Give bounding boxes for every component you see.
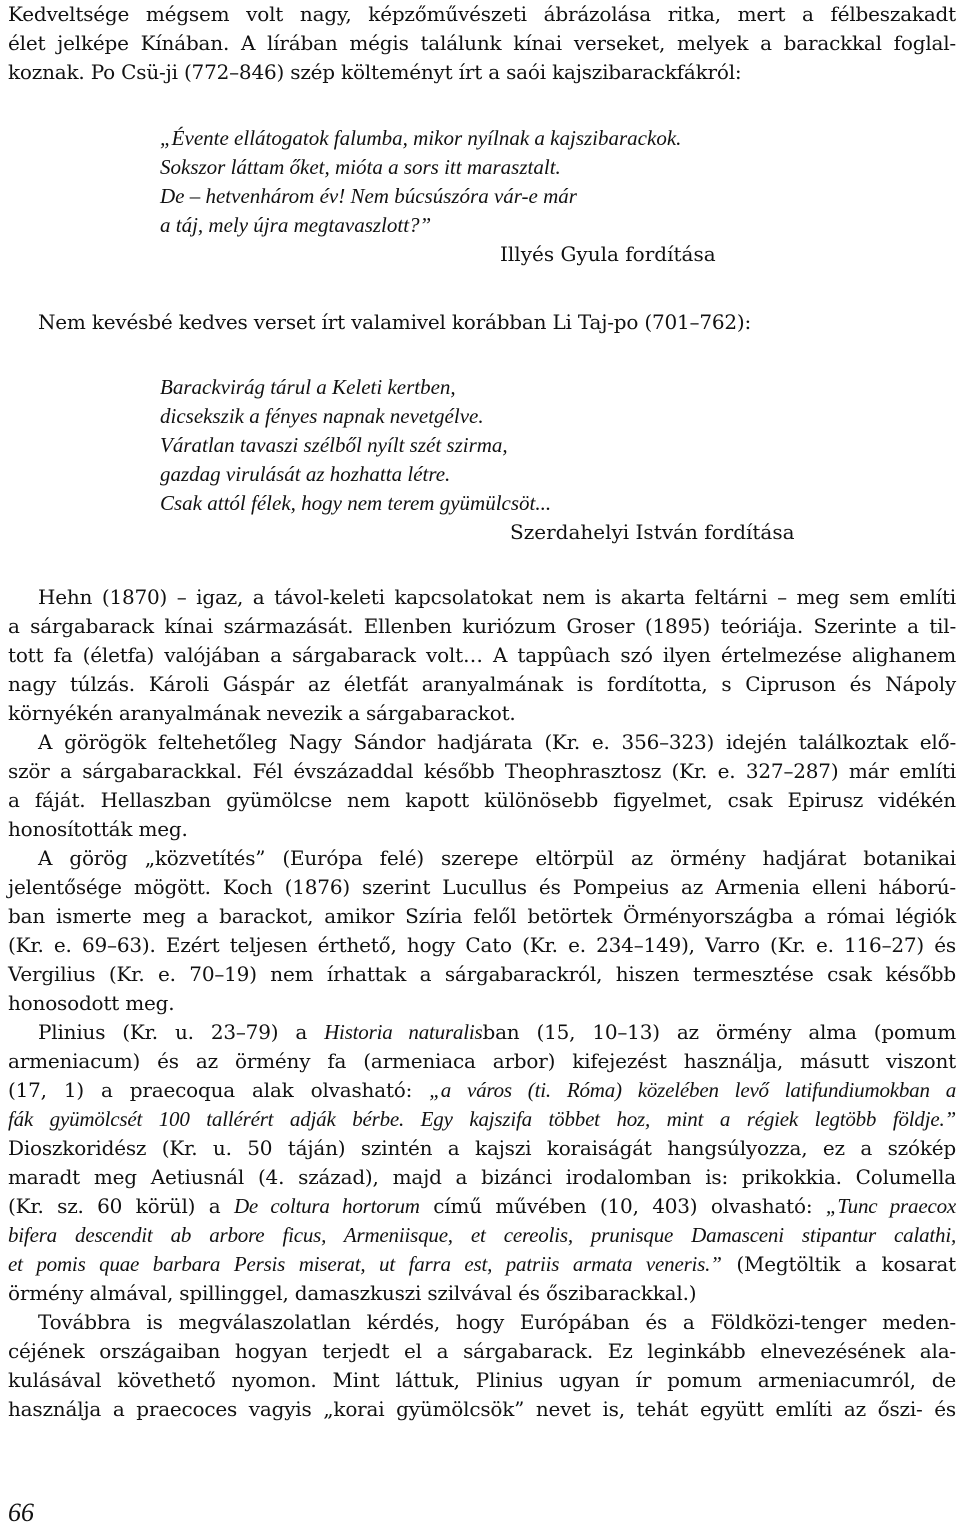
body-line: armeniacum) és az örmény fa (armeniaca arbor) kifejezést használja, másutt viszont [8,1049,956,1073]
body-line: (Kr. sz. 60 körül) a De coltura hortorum című művében (10, 403) olvasható: „Tunc praecox [8,1194,956,1218]
paragraph-line: Nem kevésbé kedves verset írt valamivel korábban Li Taj-po (701–762): [38,310,752,334]
body-line: (Kr. e. 69–63). Ezért teljesen érthető, hogy Cato (Kr. e. 234–149), Varro (Kr. e. 116–27) és [8,933,956,957]
intro-line: Kedveltsége mégsem volt nagy, képzőművészeti ábrázolása ritka, mert a félbeszakadt [8,2,956,26]
body-line: Vergilius (Kr. e. 70–19) nem írhattak a sárgabarackról, hiszen termesztése csak később [8,962,956,986]
body-line: fák gyümölcsét 100 tallérért adják bérbe. Egy kajszifa többet hoz, mint a régiek legtöbb földje.” [8,1107,956,1131]
body-line: kulásával követhető nyomon. Mint láttuk, Plinius ugyan ír pomum armeniacumról, de [8,1368,956,1392]
poem-line: Sokszor láttam őket, mióta a sors itt marasztalt. [160,155,561,179]
body-line: a sárgabarack kínai származását. Ellenben kuriózum Groser (1895) teóriája. Szerinte a til- [8,614,956,638]
body-line: örmény almával, spillinggel, damaszkuszi szilvával és őszibarackkal.) [8,1281,697,1305]
poem-line: Váratlan tavaszi szélből nyílt szét szirma, [160,433,508,457]
body-line: (17, 1) a praecoqua alak olvasható: „a város (ti. Róma) közelében levő latifundiumokban a [8,1078,956,1102]
body-line: ször a sárgabarackkal. Fél évszázaddal később Theophrasztosz (Kr. e. 327–287) már említi [8,759,956,783]
body-line: környékén aranyalmának nevezik a sárgabarackot. [8,701,516,725]
body-line: Dioszkoridész (Kr. u. 50 táján) szintén a kajszi koraiságát hangsúlyozza, ez a szókép [8,1136,956,1160]
body-line: Plinius (Kr. u. 23–79) a Historia naturalisban (15, 10–13) az örmény alma (pomum [38,1020,956,1044]
body-line: A görög „közvetítés” (Európa felé) szerepe eltörpül az örmény hadjárat botanikai [38,846,956,870]
translator-credit: Illyés Gyula fordítása [500,242,716,266]
body-line: et pomis quae barbara Persis miserat, ut farra est, patriis armata veneris.” (Megtöltik a kosarat [8,1252,956,1276]
body-line: nagy túlzás. Károli Gáspár az életfát aranyalmának is fordította, s Cipruson és Nápoly [8,672,956,696]
body-line: Továbbra is megválaszolatlan kérdés, hogy Európában és a Földközi-tenger meden- [38,1310,956,1334]
poem-line: Csak attól félek, hogy nem terem gyümülcsöt... [160,491,552,515]
body-line: tott fa (életfa) valójában a sárgabarack volt… A tappûach szó ilyen értelmezése alighanem [8,643,956,667]
intro-line: élet jelképe Kínában. A lírában mégis találunk kínai verseket, melyek a barackkal foglal- [8,31,956,55]
body-line: jelentősége mögött. Koch (1876) szerint Lucullus és Pompeius az Armenia elleni háború- [8,875,956,899]
body-line: bifera descendit ab arbore ficus, Armeniisque, et cereolis, prunisque Damasceni stipantur calathi, [8,1223,956,1247]
body-line: Hehn (1870) – igaz, a távol-keleti kapcsolatokat nem is akarta feltárni – meg sem említi [38,585,956,609]
translator-credit: Szerdahelyi István fordítása [510,520,795,544]
body-line: ban ismerte meg a barackot, amikor Szíria felől betörtek Örményországba a római légiók [8,904,956,928]
poem-line: dicsekszik a fényes napnak nevetgélve. [160,404,484,428]
page-number: 66 [8,1498,34,1527]
poem-line: a táj, mely újra megtavaszlott?” [160,213,432,237]
body-line: honosodott meg. [8,991,175,1015]
body-line: használja a praecoces vagyis „korai gyümölcsök” nevet is, tehát együtt említi az őszi- és [8,1397,956,1421]
body-line: honosították meg. [8,817,188,841]
poem-line: „Évente ellátogatok falumba, mikor nyílnak a kajszibarackok. [160,126,682,150]
poem-line: Barackvirág tárul a Keleti kertben, [160,375,456,399]
poem-line: De – hetvenhárom év! Nem búcsúszóra vár-e már [160,184,577,208]
body-line: a fáját. Hellaszban gyümölcse nem kapott különösebb figyelmet, csak Epirusz vidékén [8,788,956,812]
body-line: céjének országaiban hogyan terjedt el a sárgabarack. Ez leginkább elnevezésének ala- [8,1339,956,1363]
body-line: maradt meg Aetiusnál (4. század), majd a bizánci irodalomban is: prikokkia. Columella [8,1165,956,1189]
body-line: A görögök feltehetőleg Nagy Sándor hadjárata (Kr. e. 356–323) idején találkoztak elő- [38,730,956,754]
poem-line: gazdag virulását az hozhatta létre. [160,462,451,486]
intro-line: koznak. Po Csü-ji (772–846) szép költeményt írt a saói kajszibarackfákról: [8,60,742,84]
